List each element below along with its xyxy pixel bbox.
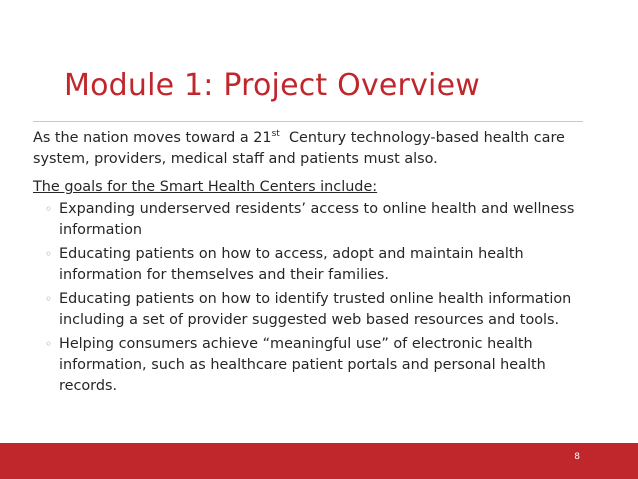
list-item-text: Expanding underserved residents’ access to online health and wellness information bbox=[59, 201, 575, 238]
bullet-icon: ◦ bbox=[45, 337, 53, 351]
goals-heading: The goals for the Smart Health Centers include: bbox=[33, 179, 378, 195]
bullet-icon: ◦ bbox=[45, 202, 53, 216]
bullet-icon: ◦ bbox=[45, 292, 53, 306]
page-number: 8 bbox=[574, 452, 580, 462]
title-divider bbox=[33, 121, 583, 122]
list-item bbox=[33, 289, 603, 331]
slide-body bbox=[33, 128, 603, 400]
goals-list bbox=[33, 199, 603, 397]
slide-title: Module 1: Project Overview bbox=[64, 68, 480, 103]
list-item bbox=[33, 244, 603, 286]
ordinal-superscript: st bbox=[271, 129, 280, 140]
intro-paragraph bbox=[33, 128, 603, 170]
list-item bbox=[33, 334, 603, 397]
list-item-text: Helping consumers achieve “meaningful use” of electronic health information, such as healthcare patient portals and personal health records. bbox=[59, 336, 546, 394]
intro-text-start: As the nation moves toward a 21 bbox=[33, 130, 272, 146]
list-item-text: Educating patients on how to identify trusted online health information including a set of provider suggested web based resources and tools. bbox=[59, 291, 572, 328]
list-item bbox=[33, 199, 603, 241]
list-item-text: Educating patients on how to access, adopt and maintain health information for themselves and their families. bbox=[59, 246, 524, 283]
intro-text-end: Century technology-based health care system, providers, medical staff and patients must also. bbox=[33, 130, 570, 167]
bullet-icon: ◦ bbox=[45, 247, 53, 261]
footer-band bbox=[0, 443, 638, 479]
